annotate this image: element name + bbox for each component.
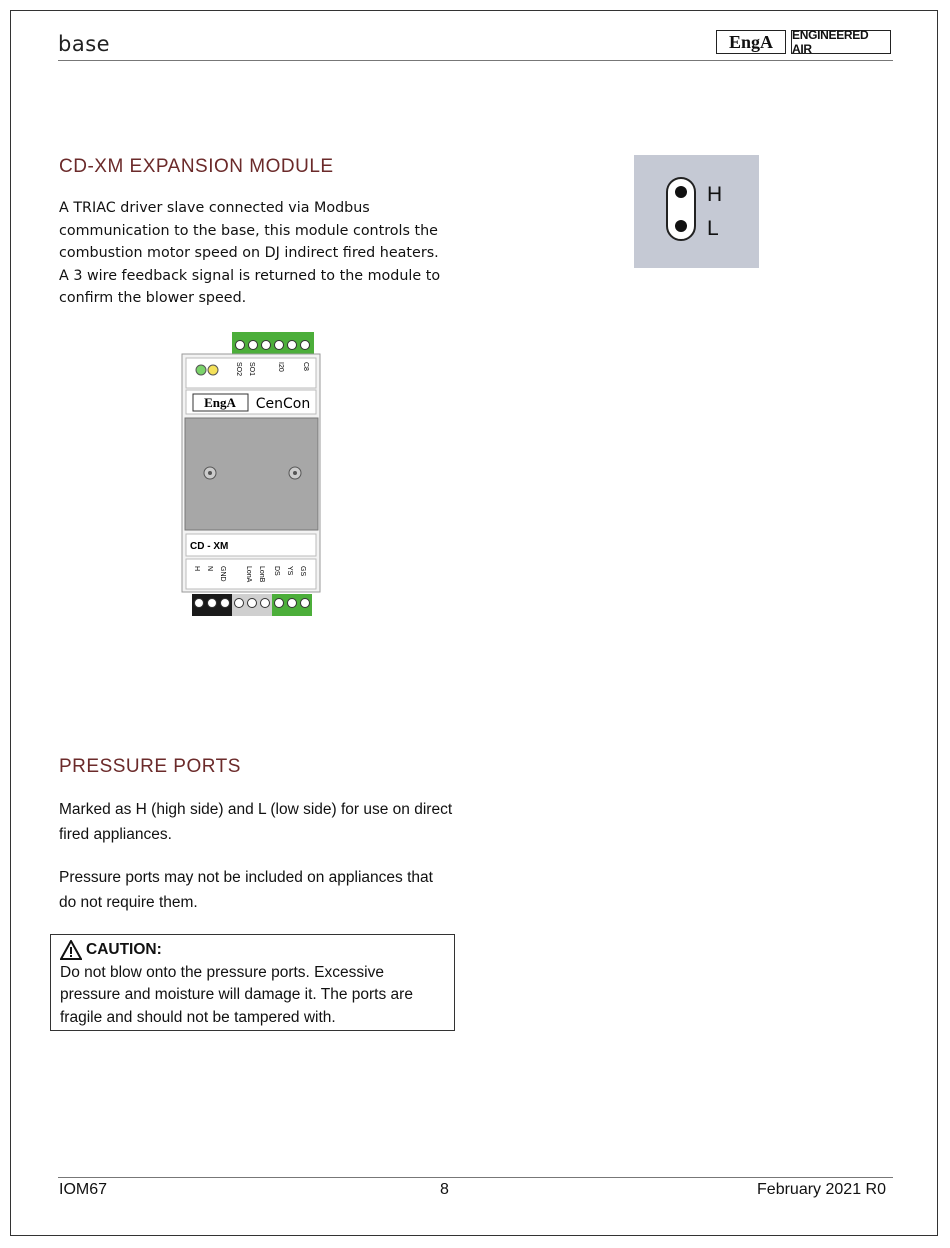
top-label-3: C8: [302, 362, 309, 371]
bottom-label-2: GND: [219, 566, 226, 582]
module-brand: EngA: [204, 395, 236, 410]
bottom-label-5: DS: [273, 566, 280, 576]
section-heading-cd-xm: CD-XM EXPANSION MODULE: [59, 156, 334, 177]
cd-xm-module-diagram: [180, 330, 325, 620]
low-port: [675, 220, 687, 232]
page-border: [10, 10, 938, 1236]
bottom-label-3: LonA: [245, 566, 252, 583]
top-label-2: I20: [277, 362, 284, 372]
warning-icon: [60, 940, 82, 960]
cd-xm-description: [59, 197, 449, 310]
desc-base: base: [221, 222, 256, 239]
module-name: CenCon: [255, 396, 311, 412]
yellow-led: [208, 365, 218, 375]
caution-box: [50, 934, 455, 1031]
footer-date: February 2021 R0: [757, 1181, 886, 1198]
base-logo: base: [58, 32, 111, 56]
caution-title-row: [60, 939, 445, 962]
desc-part2: , this module controls the combustion motor speed on DJ indirect fired heaters. A 3 wire feedback signal is returned to the module to confirm the blower speed.: [59, 222, 441, 306]
header-rule: [58, 60, 893, 61]
pressure-ports-para2: Pressure ports may not be included on appliances that do not require them.: [59, 869, 433, 911]
section-heading-pressure-ports: PRESSURE PORTS: [59, 756, 241, 777]
bottom-label-6: YS: [286, 566, 293, 576]
high-port: [675, 186, 687, 198]
desc-part1: A TRIAC driver slave connected via Modbus communication to the: [59, 200, 370, 239]
module-model: CD - XM: [190, 541, 229, 552]
top-label-1: SO1: [248, 362, 255, 377]
green-led: [196, 365, 206, 375]
pressure-ports-drawing: [634, 155, 759, 268]
pressure-ports-para1: Marked as H (high side) and L (low side) for use on direct fired appliances.: [59, 801, 453, 843]
footer-doc-id: IOM67: [59, 1181, 108, 1198]
bottom-label-4: LonB: [258, 566, 265, 583]
top-label-0: SO2: [235, 362, 242, 377]
caution-title: CAUTION:: [86, 941, 162, 958]
footer-rule: [58, 1177, 893, 1178]
bottom-label-1: N: [206, 566, 213, 572]
caution-text: Do not blow onto the pressure ports. Excessive pressure and moisture will damage it. The ports are fragile and should not be tampered with.: [60, 963, 413, 1026]
engineered-air-logo: ENGINEERED AIR: [791, 30, 891, 54]
enga-logo: EngA: [716, 30, 786, 54]
low-port-label: L: [707, 217, 719, 240]
high-port-label: H: [707, 183, 723, 206]
bottom-label-7: GS: [299, 566, 306, 577]
bottom-label-0: H: [193, 566, 200, 572]
footer-page-number: 8: [440, 1181, 449, 1198]
pressure-ports-figure: [634, 155, 759, 268]
bottom-terminal-screws: [195, 599, 310, 608]
